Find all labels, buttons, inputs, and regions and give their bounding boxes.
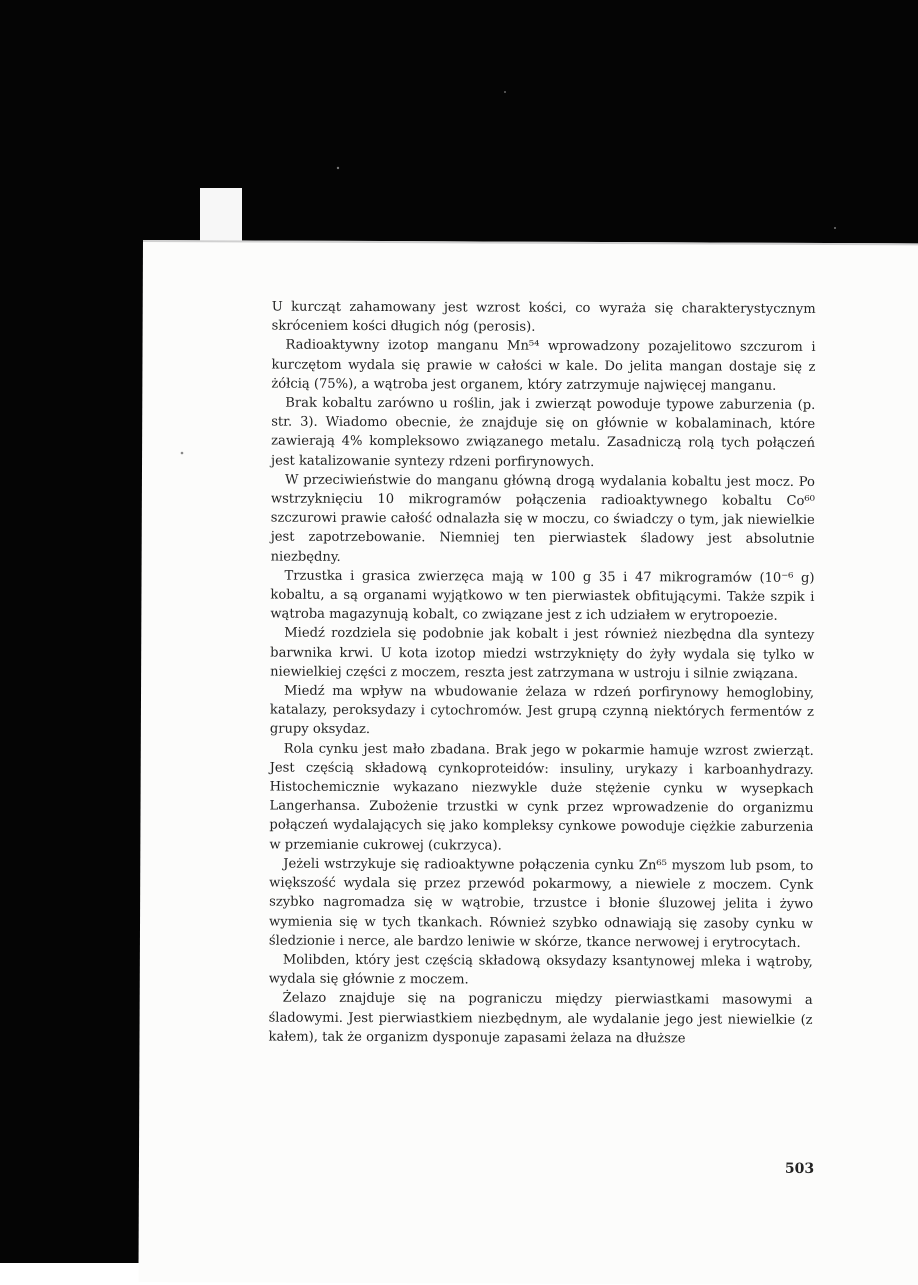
paragraph-1: U kurcząt zahamowany jest wzrost kości, co wyraża się charakterystycznym skróceniem kości długich nóg (perosis). (271, 299, 816, 335)
paragraph-5: Trzustka i grasica zwierzęca mają w 100 g 35 i 47 mikrogramów (10⁻⁶ g) kobaltu, a są organami wyjątkowo w ten pierwiastek obfitującymi. Także szpik i wątroba magazynują kobalt, co związane jest z ich udziałem w erytropoezie. (270, 568, 815, 625)
paragraph-4: W przeciwieństwie do manganu główną drogą wydalania kobaltu jest mocz. Po wstrzyknięciu 10 mikrogramów połączenia radioaktywnego kobaltu Co⁶⁰ szczurowi prawie całość odnalazła się w moczu, co świadczy o tym, jak niewielkie jest zapotrzebowanie. Niemniej ten pierwiastek śladowy jest absolutnie niezbędny. (270, 472, 815, 565)
paragraph-2: Radioaktywny izotop manganu Mn⁵⁴ wprowadzony pozajelitowo szczurom i kurczętom wydala się prawie w całości w kale. Do jelita mangan dostaje się z żółcią (75%), a wątroba jest organem, który zatrzymuje najwięcej manganu. (271, 338, 816, 394)
paragraph-8: Rola cynku jest mało zbadana. Brak jego w pokarmie hamuje wzrost zwierząt. Jest częścią składową cynkoproteidów: insuliny, urykazy i karboanhydrazy. Histochemicznie wykazano niezwykle duże stężenie cynku w wysepkach Langerhansa. Zubożenie trzustki w cynk przez wprowadzenie do organizmu połączeń wydalających się jako kompleksy cynkowe powoduje ciężkie zaburzenia w przemianie cukrowej (cukrzyca). (269, 741, 814, 854)
paragraph-9: Jeżeli wstrzykuje się radioaktywne połączenia cynku Zn⁶⁵ myszom lub psom, to większość wydala się przez przewód pokarmowy, a niewiele z moczem. Cynk szybko nagromadza się w wątrobie, trzustce i błonie śluzowej jelita i żywo wymienia się w tych tkankach. Również szybko odnawiają się zasoby cynku w śledzionie i nerce, ale bardzo leniwie w skórze, tkance nerwowej i erytrocytach. (268, 856, 814, 951)
paragraph-7: Miedź ma wpływ na wbudowanie żelaza w rdzeń porfirynowy hemoglobiny, katalazy, peroksydazy i cytochromów. Jest grupą czynną niektórych fermentów z grupy oksydaz. (269, 683, 815, 738)
paragraph-3: Brak kobaltu zarówno u roślin, jak i zwierząt powoduje typowe zaburzenia (p. str. 3). Wiadomo obecnie, że znajduje się on głównie w kobalaminach, które zawierają 4% kompleksowo związanego metalu. Zasadniczą rolą tych połączeń jest katalizowanie syntezy rdzeni porfirynowych. (271, 395, 816, 470)
paragraph-11: Żelazo znajduje się na pograniczu między pierwiastkami masowymi a śladowymi. Jest pierwiastkiem niezbędnym, ale wydalanie jego jest niewielkie (z kałem), tak że organizm dysponuje zapasami żelaza na dłuższe (268, 990, 813, 1047)
page-number: 503 (784, 1160, 815, 1177)
paragraph-10: Molibden, który jest częścią składową oksydazy ksantynowej mleka i wątroby, wydala się głównie z moczem. (268, 952, 813, 988)
paragraph-6: Miedź rozdziela się podobnie jak kobalt i jest również niezbędna dla syntezy barwnika krwi. U kota izotop miedzi wstrzyknięty do żyły wydala się tylko w niewielkiej części z moczem, reszta jest zatrzymana w ustroju i silnie związana. (270, 626, 815, 682)
